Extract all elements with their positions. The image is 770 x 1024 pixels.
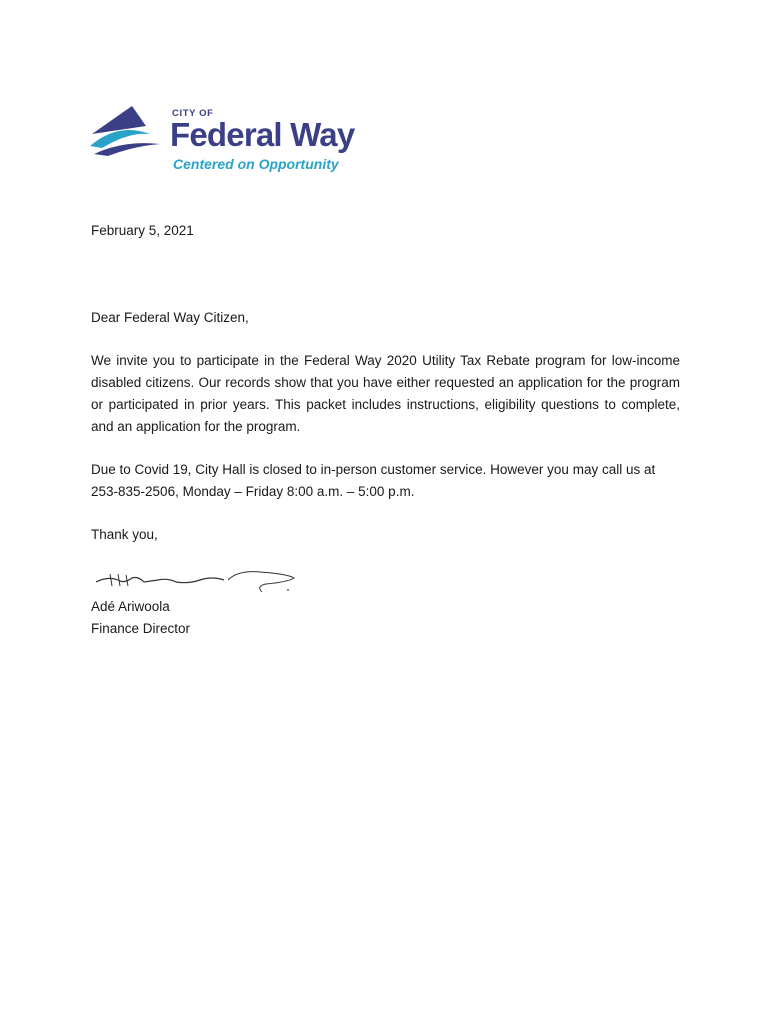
- logo-city-of: CITY OF: [172, 108, 214, 119]
- letter-closing: Thank you,: [91, 527, 158, 542]
- signer-name: Adé Ariwoola: [91, 599, 170, 614]
- letter-paragraph-2: Due to Covid 19, City Hall is closed to in-person customer service. However you may call us at 253-835-2506, Monday – Friday 8:00 a.m. – 5:00 p.m.: [91, 462, 656, 499]
- letter-paragraph-1: We invite you to participate in the Federal Way 2020 Utility Tax Rebate program for low-income disabled citizens. Our records show that you have either requested an application for the program or participated in prior years. This packet includes instructions, eligibility questions to complete, and an application for the program.: [91, 353, 680, 434]
- city-logo: [88, 104, 378, 180]
- logo-name: Federal Way: [170, 116, 355, 153]
- signer-title: Finance Director: [91, 621, 191, 636]
- signature-icon: [88, 566, 303, 596]
- letter-date: February 5, 2021: [91, 223, 194, 238]
- logo-tagline: Centered on Opportunity: [173, 156, 339, 172]
- letter-salutation: Dear Federal Way Citizen,: [91, 310, 249, 325]
- wave-logo-icon: [88, 104, 170, 164]
